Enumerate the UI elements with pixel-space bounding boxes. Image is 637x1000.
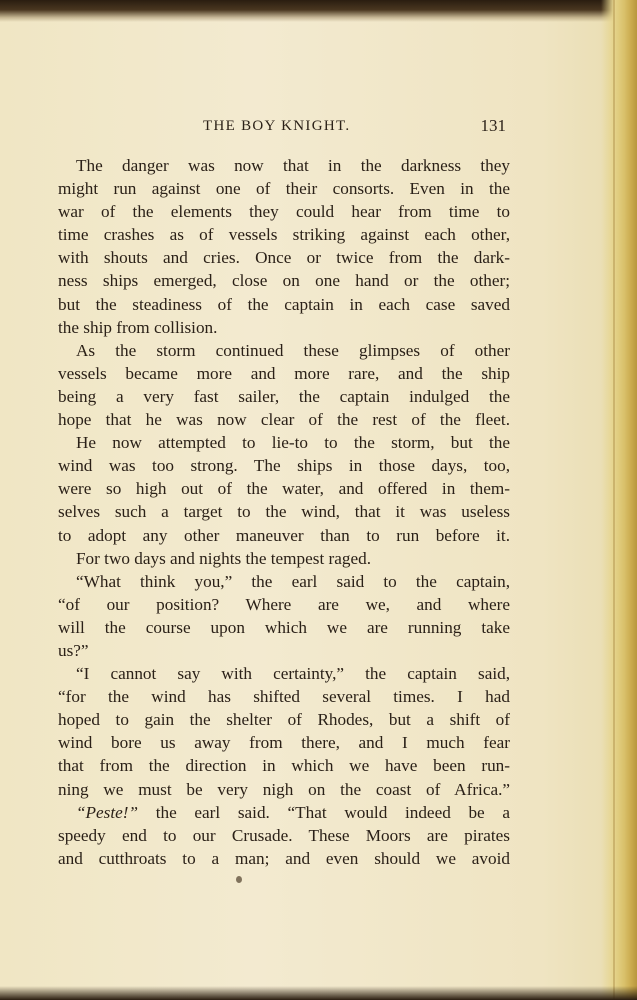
text-line: As the storm continued these glimpses of other bbox=[76, 340, 510, 360]
text-line: the ship from collision. bbox=[58, 317, 218, 337]
text-line bbox=[58, 801, 510, 824]
text-line: vessels became more and more rare, and the ship bbox=[58, 363, 510, 383]
ink-blemish bbox=[236, 876, 242, 883]
text-line: “I cannot say with certainty,” the captain said, bbox=[76, 664, 510, 684]
text-line: were so high out of the water, and offered in them- bbox=[58, 479, 510, 499]
text-line: ness ships emerged, close on one hand or the other; bbox=[58, 271, 510, 291]
page-content bbox=[58, 114, 510, 870]
running-title: THE BOY KNIGHT. bbox=[203, 118, 351, 134]
text-line: For two days and nights the tempest raged. bbox=[76, 548, 371, 568]
page-number: 131 bbox=[480, 116, 506, 135]
text-line: speedy end to our Crusade. These Moors are pirates bbox=[58, 825, 510, 845]
text-line: “What think you,” the earl said to the captain, bbox=[76, 571, 510, 591]
text-line: might run against one of their consorts. Even in the bbox=[58, 179, 510, 199]
text-line: that from the direction in which we have been run- bbox=[58, 756, 510, 776]
text-line-rest: the earl said. “That would indeed be a bbox=[138, 802, 510, 822]
text-line: “for the wind has shifted several times. I had bbox=[58, 687, 510, 707]
text-line: wind bore us away from there, and I much fear bbox=[58, 733, 510, 753]
text-line: being a very fast sailer, the captain indulged the bbox=[58, 386, 510, 406]
italic-word: “Peste!” bbox=[76, 802, 139, 822]
text-line: will the course upon which we are running take bbox=[58, 617, 510, 637]
text-line: hope that he was now clear of the rest of the fleet. bbox=[58, 410, 510, 430]
text-line: us?” bbox=[58, 640, 89, 660]
text-line: “of our position? Where are we, and where bbox=[58, 594, 510, 614]
text-line: The danger was now that in the darkness they bbox=[76, 156, 510, 175]
text-line: wind was too strong. The ships in those days, too, bbox=[58, 456, 510, 476]
text-line: time crashes as of vessels striking against each other, bbox=[58, 225, 510, 245]
page-header bbox=[58, 114, 510, 140]
text-line: He now attempted to lie-to to the storm, but the bbox=[76, 433, 510, 453]
text-line: war of the elements they could hear from time to bbox=[58, 202, 510, 222]
text-line: but the steadiness of the captain in each case saved bbox=[58, 294, 510, 314]
text-line: hoped to gain the shelter of Rhodes, but a shift of bbox=[58, 710, 510, 730]
bottom-shadow bbox=[0, 986, 637, 1000]
body-text bbox=[58, 154, 510, 870]
text-line: and cutthroats to a man; and even should we avoid bbox=[58, 848, 510, 868]
page-edge-line bbox=[613, 0, 615, 1000]
text-line: selves such a target to the wind, that it was useless bbox=[58, 502, 510, 522]
top-binding-shadow bbox=[0, 0, 637, 22]
text-line: with shouts and cries. Once or twice from the dark- bbox=[58, 248, 510, 268]
page-edge-gilding bbox=[601, 0, 637, 1000]
text-line: to adopt any other maneuver than to run before it. bbox=[58, 525, 510, 545]
text-line: ning we must be very nigh on the coast of Africa.” bbox=[58, 779, 510, 799]
